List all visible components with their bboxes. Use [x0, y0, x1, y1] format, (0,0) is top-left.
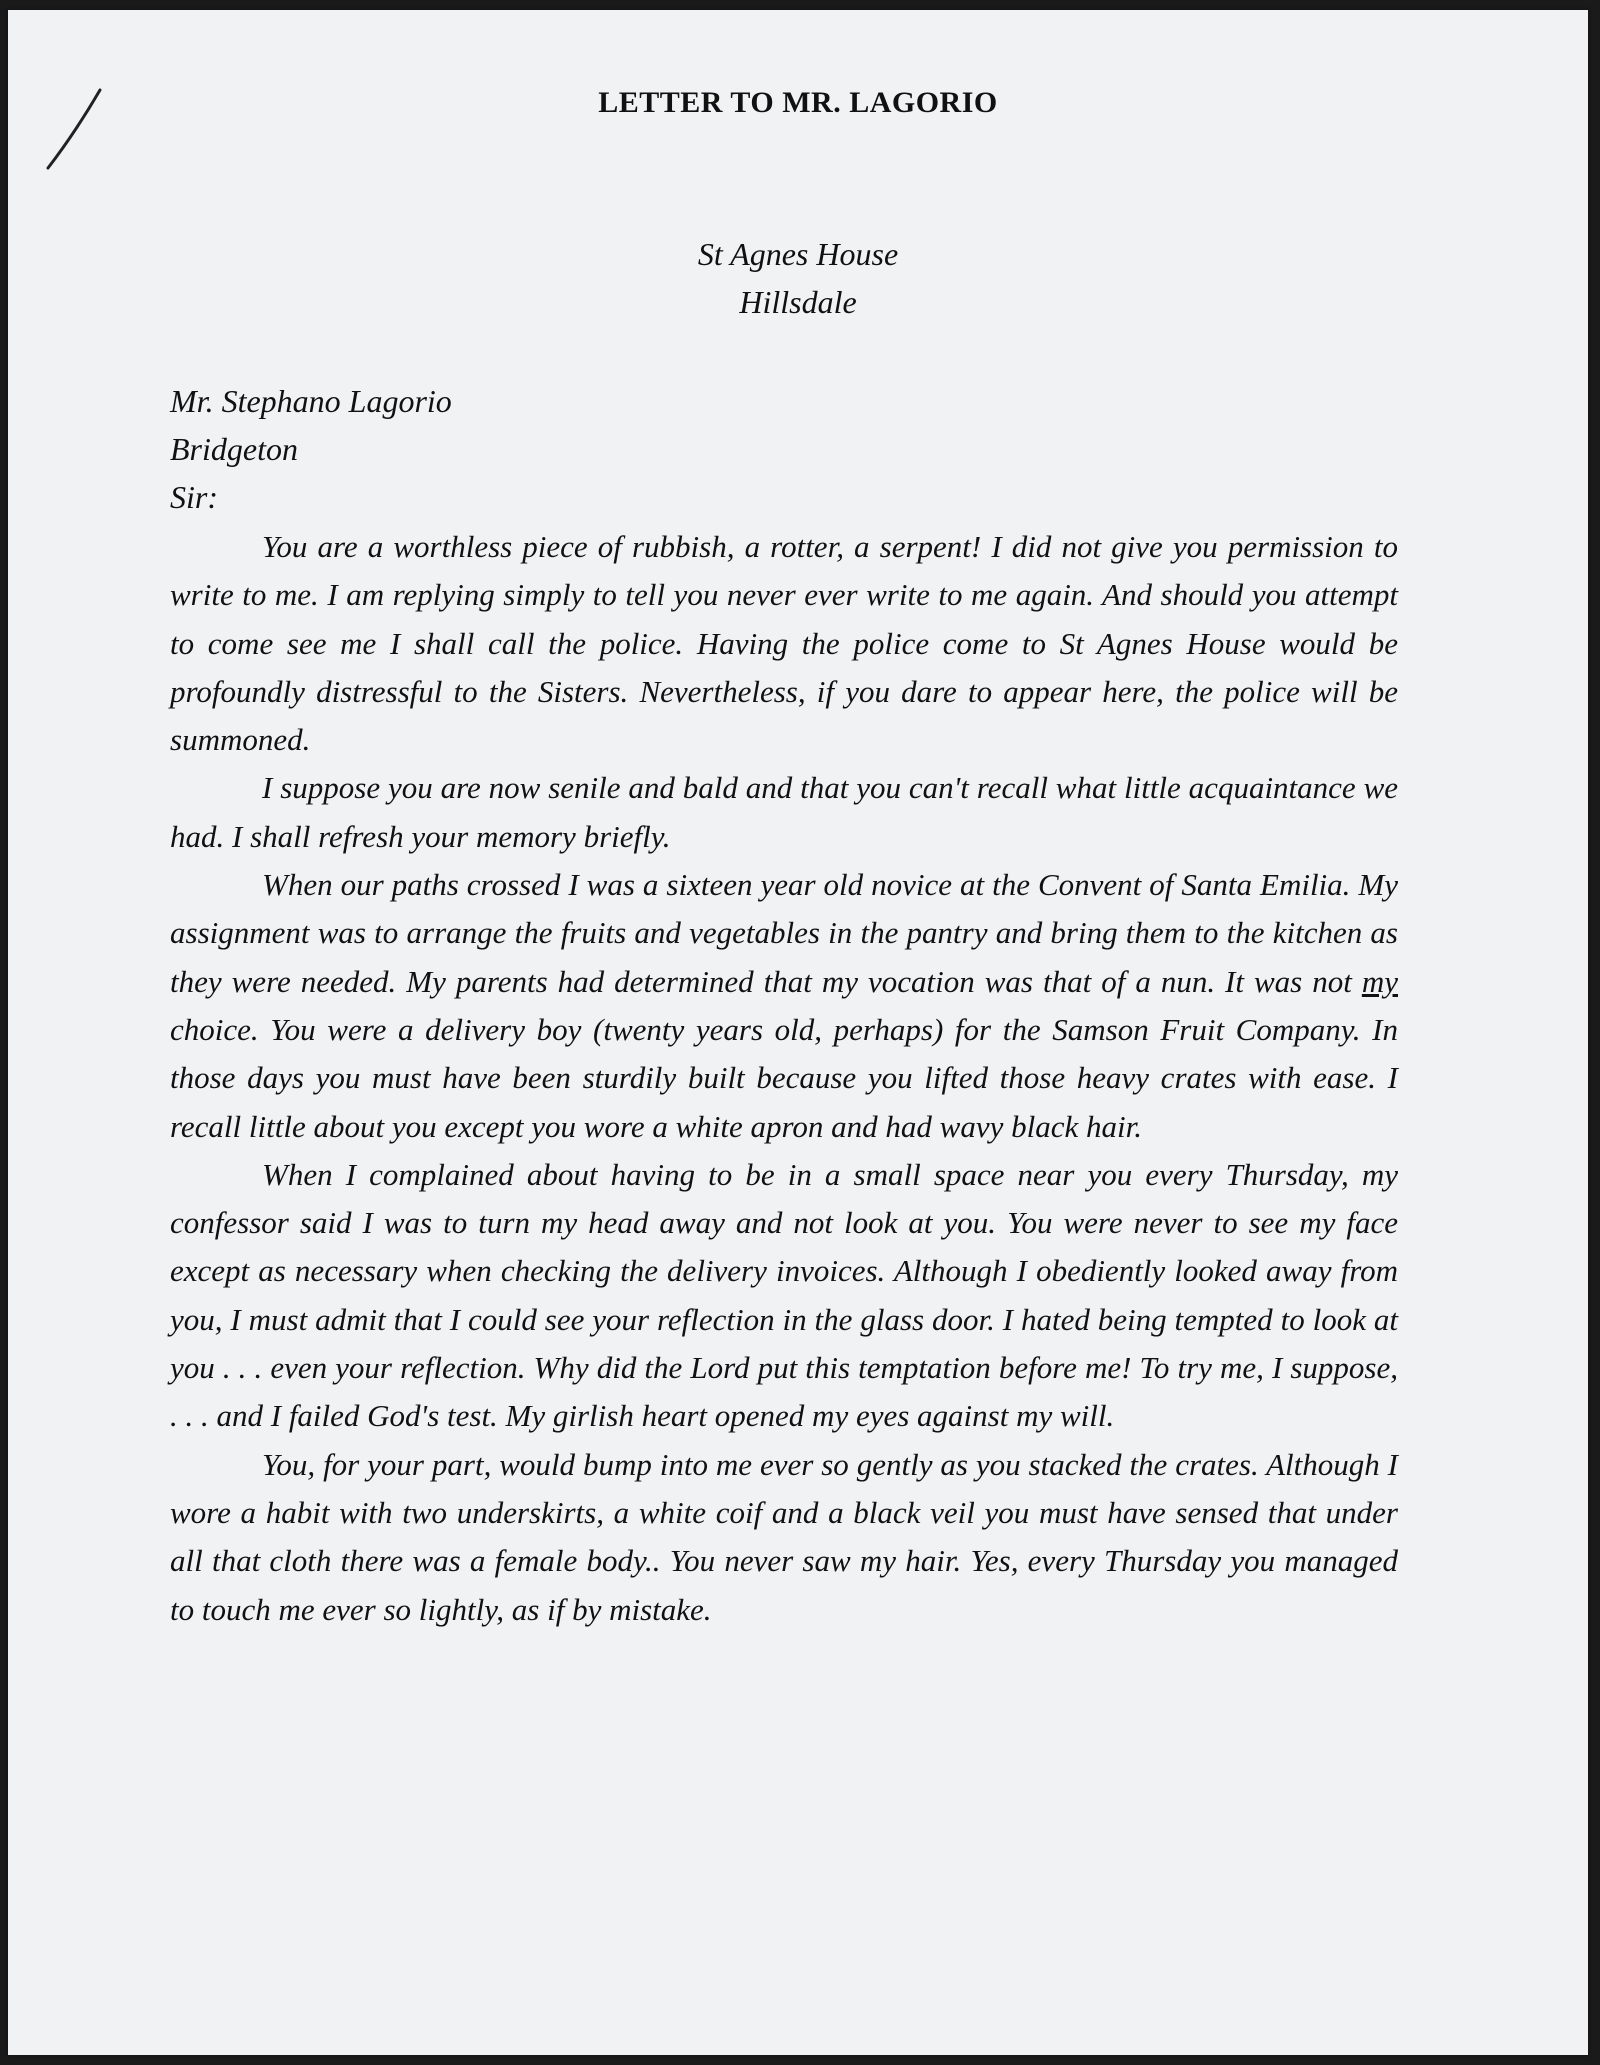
salutation: Sir:	[170, 479, 218, 515]
recipient-name: Mr. Stephano Lagorio	[170, 383, 452, 419]
recipient-block	[170, 377, 452, 521]
page-title: LETTER TO MR. LAGORIO	[598, 86, 998, 119]
paragraph: I suppose you are now senile and bald and that you can't recall what little acquaintance we had. I shall refresh your memory briefly.	[170, 770, 1398, 854]
letter-body	[170, 523, 1398, 1634]
paragraph-text: choice. You were a delivery boy (twenty years old, perhaps) for the Samson Fruit Company. In those days you must have been sturdily built because you lifted those heavy crates with ease. I recall little about you except you wore a white apron and had wavy black hair.	[170, 1011, 1398, 1144]
letter-page	[8, 10, 1588, 2055]
paragraph: You, for your part, would bump into me ever so gently as you stacked the crates. Although I wore a habit with two underskirts, a white coif and a black veil you must have sensed that under all that cloth there was a female body.. You never saw my hair. Yes, every Thursday you managed to touch me ever so lightly, as if by mistake.	[170, 1446, 1398, 1627]
paragraph-text: When our paths crossed I was a sixteen year old novice at the Convent of Santa Emilia. My assignment was to arrange the fruits and vegetables in the pantry and bring them to the kitchen as they were needed. My parents had determined that my vocation was that of a nun. It was not	[170, 867, 1398, 999]
underlined-word: my	[1361, 963, 1398, 999]
sender-address-line: Hillsdale	[739, 284, 857, 320]
sender-address-line: St Agnes House	[697, 236, 899, 272]
sender-address	[568, 230, 1028, 326]
recipient-city: Bridgeton	[170, 431, 298, 467]
paragraph	[170, 861, 1398, 1151]
paragraph: When I complained about having to be in a small space near you every Thursday, my confessor said I was to turn my head away and not look at you. You were never to see my face except as necessary when checking the delivery invoices. Although I obediently looked away from you, I must admit that I could see your reflection in the glass door. I hated being tempted to look at you . . . even your reflection. Why did the Lord put this temptation before me! To try me, I suppose, . . . and I failed God's test. My girlish heart opened my eyes against my will.	[170, 1156, 1398, 1434]
paragraph: You are a worthless piece of rubbish, a rotter, a serpent! I did not give you permission to write to me. I am replying simply to tell you never ever write to me again. And should you attempt to come see me I shall call the police. Having the police come to St Agnes House would be profoundly distressful to the Sisters. Nevertheless, if you dare to appear here, the police will be summoned.	[170, 529, 1398, 758]
